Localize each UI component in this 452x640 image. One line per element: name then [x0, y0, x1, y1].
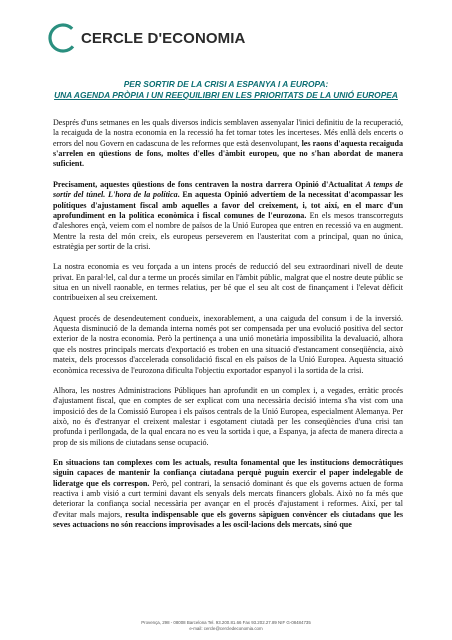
paragraph-1-text: Després d'uns setmanes en les quals diversos indicis semblaven assenyalar l'inici definitiu de la recuperació, la recaiguda de la nostra economia en la recessió ha fet tornar totes les incerteses. Més enllà dels encerts o errors del nou Govern en cadascuna de les reformes que està desenvolupant, — [53, 118, 403, 148]
paragraph-1 — [53, 118, 403, 170]
paragraph-4: Aquest procés de desendeutement condueix, inexorablement, a una caiguda del consum i de la inversió. Aquesta disminució de la demanda interna només pot ser compensada per una evolució positiva del sector exterior de la nostra economia. Però la pertinença a una unió monetària impossibilita la devaluació, alhora que els nostres principals mercats d'exportació es troben en una situació d'estancament conseqüència, això mateix, dels processos d'accelerada consolidació fiscal en els països de la Unió Europea. Aquesta situació econòmica recessiva de l'eurozona dificulta l'objectiu exportador espanyol i la sortida de la crisi. — [53, 313, 403, 375]
publication-title: A temps de sortir del túnel. L'hora de la política — [53, 179, 403, 200]
paragraph-6 — [53, 458, 403, 530]
paragraph-3: La nostra economia es veu forçada a un intens procés de reducció del seu extraordinari nivell de deute privat. En paral·lel, cal dur a terme un procés similar en l'àmbit públic, malgrat que el nostre deute públic se situa en un nivell raonable, en termes relatius, per bé que el seu alt cost de finançament i l'elevat dèficit contribueixen al seu creixement. — [53, 262, 403, 303]
footer-address: Provença, 298 - 08008 Barcelona Tel. 93.200.81.66 Fax 93.202.27.89 NIF G-08484735 — [141, 620, 311, 625]
paragraph-1-bold: les raons d'aquesta recaiguda s'arrelen en qüestions de fons, moltes d'elles d'àmbit europeu, que no s'han abordat de manera suficient. — [53, 138, 403, 169]
title-line-2: UNA AGENDA PRÒPIA I UN REEQUILIBRI EN LES PRIORITATS DE LA UNIÓ EUROPEA — [54, 90, 398, 100]
page-footer — [0, 620, 452, 632]
paragraph-2-text: En els mesos transcorreguts d'aleshores ençà, veiem com el nombre de països de la Unió Europea que entren en recessió va en augment. Mentre la resta del món creix, els europeus perseverem en l'austeritat com a principal, quan no única, estratègia per sortir de la crisi. — [53, 210, 404, 251]
paragraph-2-bold-1: Precisament, aquestes qüestions de fons centraven la nostra darrera Opinió d'Actualitat — [53, 179, 366, 189]
paragraph-6-text: Però, pel contrari, la sensació dominant és que els governs actuen de forma reactiva i amb visió a curt termini davant els senyals dels mercats financers globals. Això no fa més que deteriorar la confiança social necessària per avançar en el procés d'ajustament i reformes. Així, per tal d'evitar mals majors, — [53, 478, 403, 519]
title-line-1: PER SORTIR DE LA CRISI A ESPANYA I A EUROPA: — [123, 79, 329, 89]
paragraph-5: Alhora, les nostres Administracions Públiques han aprofundit en un complex i, a vegades, erràtic procés d'ajustament fiscal, que en comptes de ser explicat com una necessària decisió interna s'ha vist com una imposició des de la Comissió Europea i els països centrals de la Unió Europea, especialment Alemanya. Per això, no és d'estranyar el creixent malestar i esgotament ciutadà per les conseqüències d'una crisi tan profunda i perllongada, de la qual encara no es veu la sortida i que, a Espanya, ja afecta de manera directa a prop de sis milions de ciutadans sense ocupació. — [53, 385, 403, 447]
document-body — [53, 118, 403, 541]
document-title — [40, 79, 412, 101]
paragraph-6-bold-1: En situacions tan complexes com les actuals, resulta fonamental que les institucions democràtiques siguin capaces de mantenir la confiança ciutadana perquè puguin exercir el paper indelegable de lideratge que els correspon. — [53, 458, 403, 488]
paragraph-2 — [53, 180, 403, 252]
paragraph-6-bold-2: resulta indispensable que els governs sàpiguen convèncer els ciutadans que les seves actuacions no són reaccions improvisades a les oscil·lacions dels mercats, sinó que — [53, 509, 403, 530]
cercle-logo — [48, 18, 245, 58]
circle-logo-icon — [48, 23, 78, 53]
paragraph-2-bold-2: . En aquesta Opinió advertíem de la necessitat d'acompassar les polítiques d'ajustament fiscal amb aquelles a favor del creixement, i, tot així, en el marc d'un aprofundiment en la política econòmica i fiscal comunes de l'eurozona. — [53, 190, 403, 220]
logo-text: CERCLE D'ECONOMIA — [81, 29, 246, 47]
footer-email: e-mail: cercle@cercledeconomia.com — [189, 626, 263, 631]
